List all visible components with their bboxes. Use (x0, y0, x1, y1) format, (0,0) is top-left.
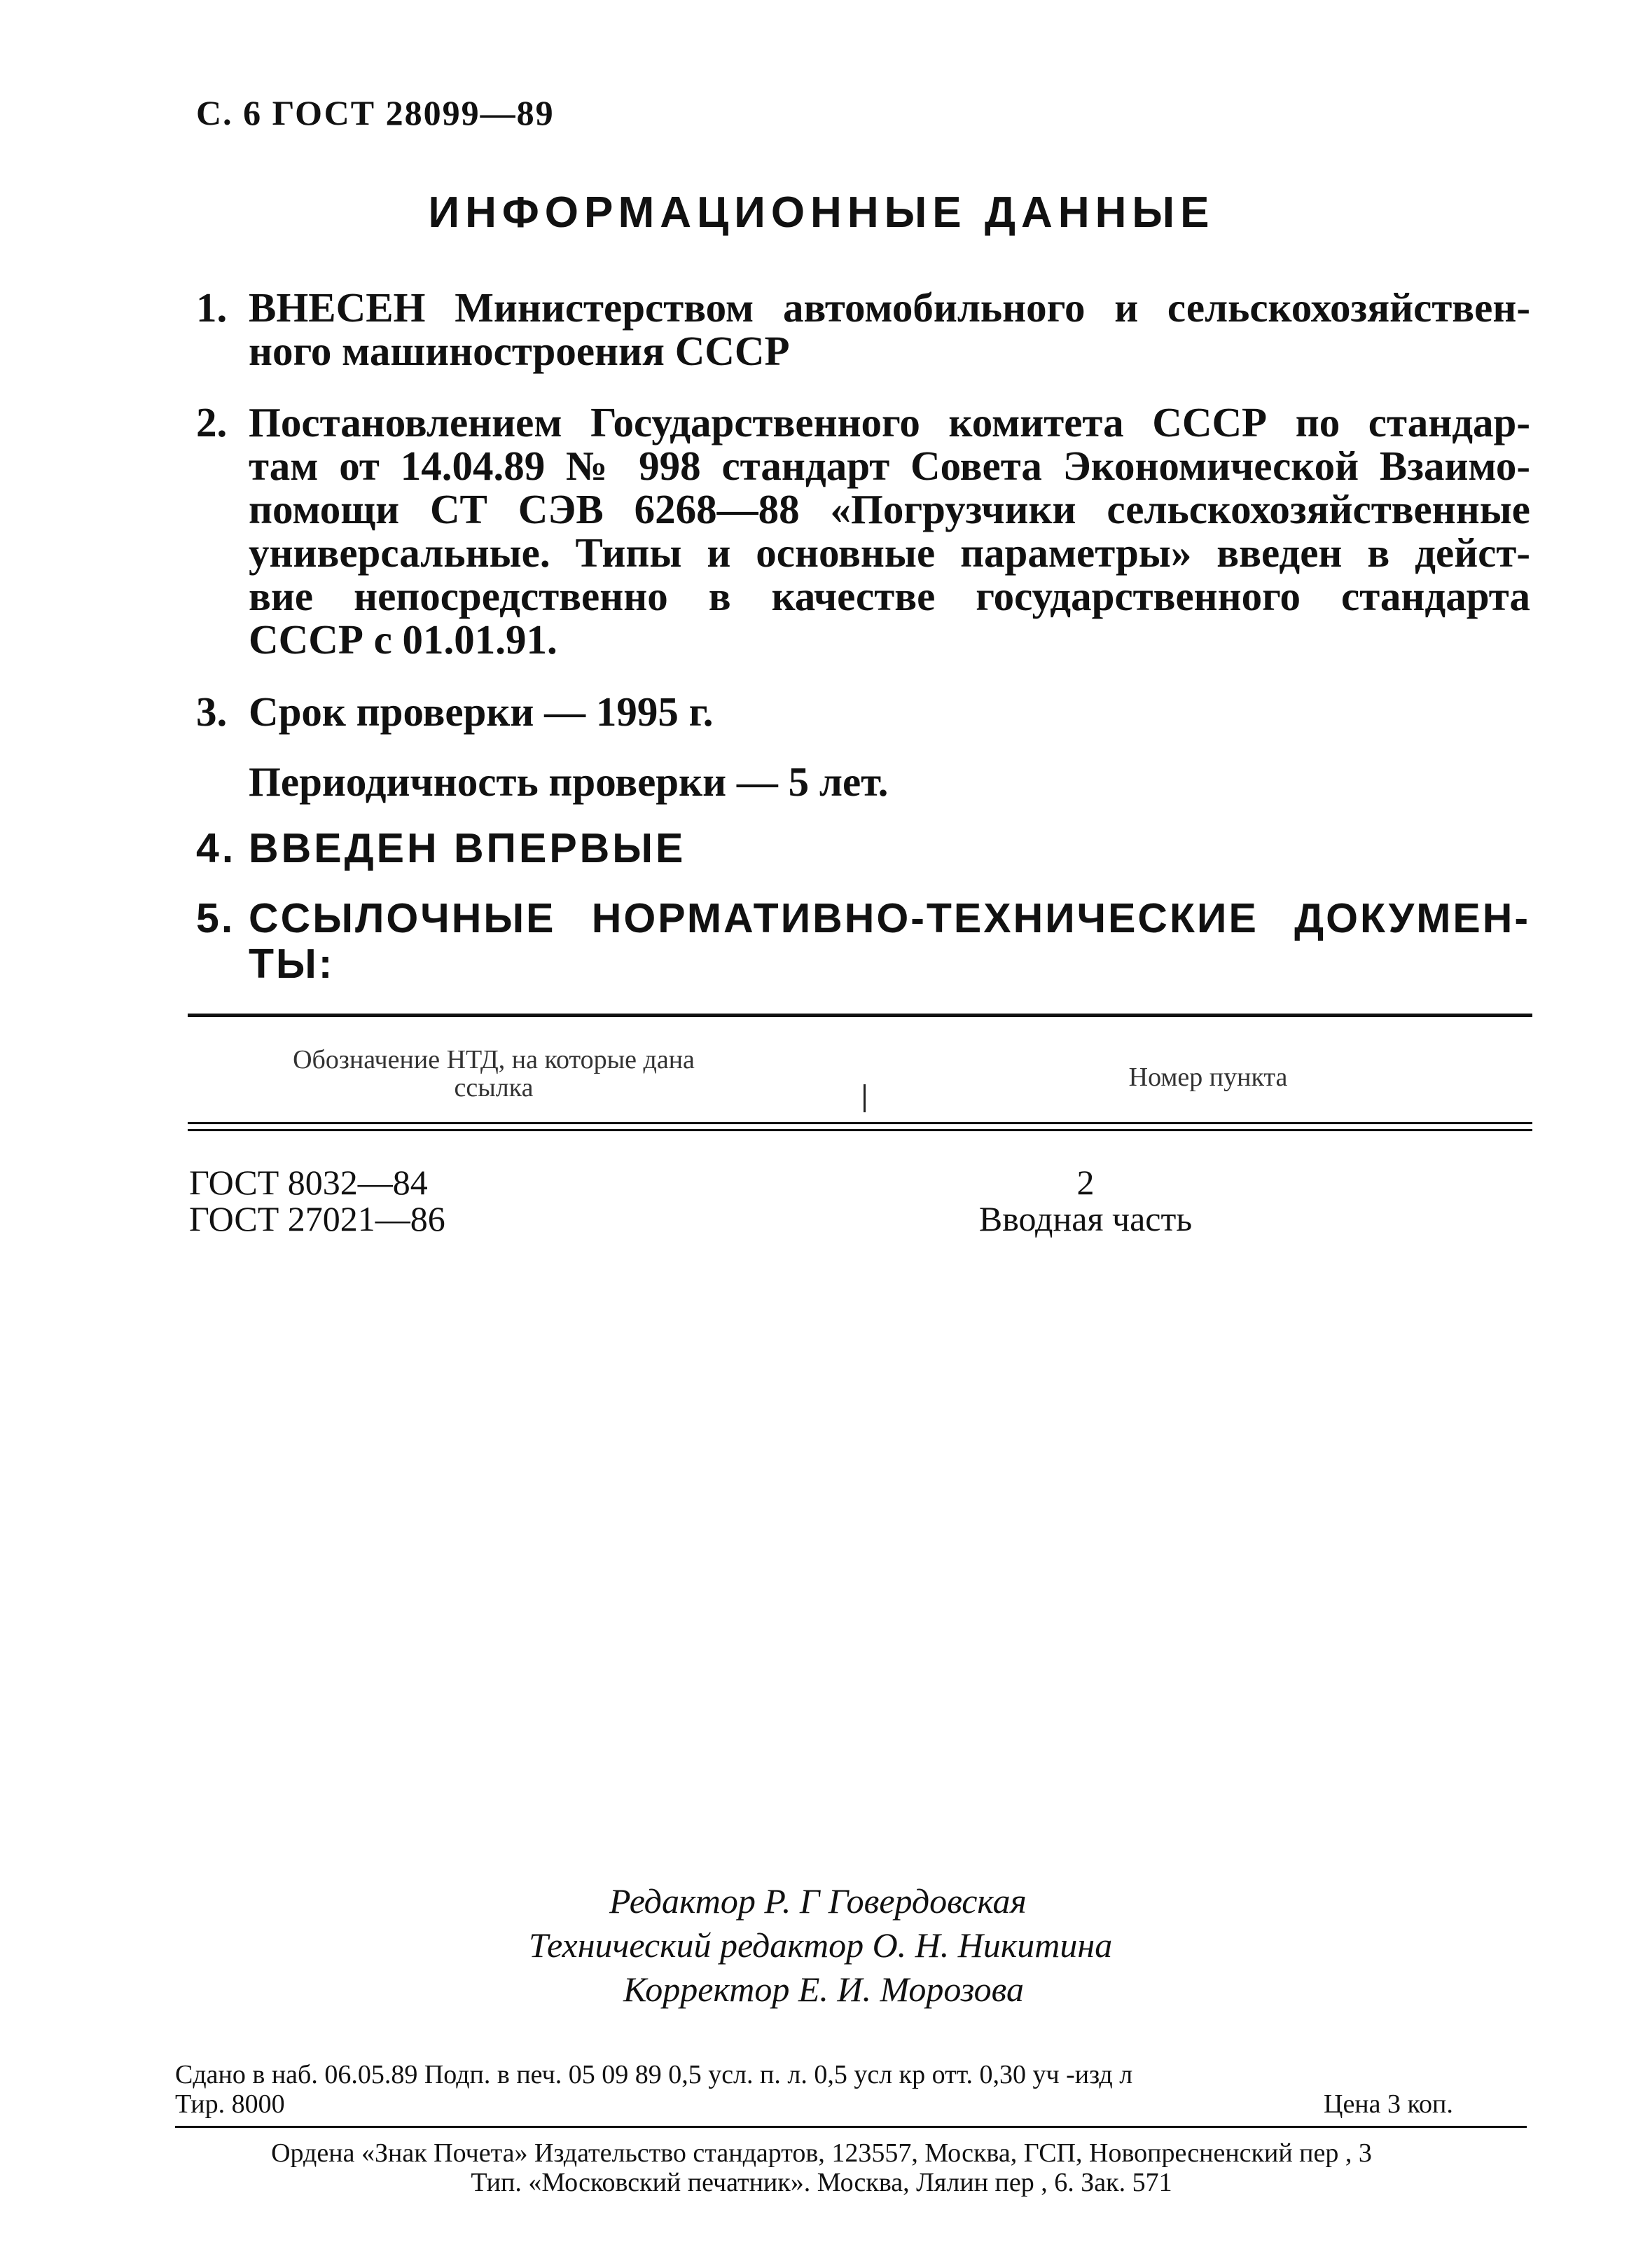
item-line: универсальные. Типы и основные параметры» введен в дейст- (249, 530, 1530, 576)
item-number: 1. (196, 284, 228, 331)
table-header-rule (188, 1122, 1532, 1124)
corrector-credit: Корректор Е. И. Морозова (623, 1970, 1024, 2009)
publisher-line: Ордена «Знак Почета» Издательство стандартов, 123557, Москва, ГСП, Новопресненский пер , 3 (271, 2138, 1372, 2168)
item-number: 3. (196, 689, 228, 735)
table-cell-doc: ГОСТ 8032—84 (189, 1163, 428, 1202)
price: Цена 3 коп. (1324, 2089, 1453, 2119)
item-line: Постановлением Государственного комитета СССР по стандар- (249, 399, 1530, 445)
section-title: ИНФОРМАЦИОННЫЕ ДАННЫЕ (428, 188, 1215, 237)
item-number: 5. (196, 895, 235, 941)
column-divider (864, 1084, 866, 1112)
item-line: Срок проверки — 1995 г. (249, 689, 714, 735)
item-line: вие непосредственно в качестве государственного стандарта (249, 573, 1530, 619)
item-line: ТЫ: (249, 941, 335, 987)
item-line: помощи СТ СЭВ 6268—88 «Погрузчики сельскохозяйственные (249, 486, 1530, 532)
imprint-line: Сдано в наб. 06.05.89 Подп. в печ. 05 09 89 0,5 усл. п. л. 0,5 усл кр отт. 0,30 уч -изд л (175, 2060, 1133, 2089)
printer-line: Тип. «Московский печатник». Москва, Лялин пер , 6. Зак. 571 (471, 2168, 1172, 2197)
table-header-clause: Номер пункта (1128, 1063, 1288, 1092)
table-cell-clause: Вводная часть (978, 1199, 1193, 1238)
item-line: ВВЕДЕН ВПЕРВЫЕ (249, 825, 686, 871)
editor-credit: Редактор Р. Г Говердовская (609, 1881, 1027, 1921)
table-cell-doc: ГОСТ 27021—86 (189, 1199, 445, 1238)
table-header-doc: Обозначение НТД, на которые дана ссылка (293, 1045, 695, 1102)
page-header: С. 6 ГОСТ 28099—89 (196, 93, 555, 132)
tech-editor-credit: Технический редактор О. Н. Никитина (529, 1925, 1113, 1965)
table-top-rule (188, 1014, 1532, 1017)
item-number: 4. (196, 825, 237, 871)
table-cell-clause: 2 (1076, 1163, 1095, 1202)
item-line: ВНЕСЕН Министерством автомобильного и сельскохозяйствен- (249, 284, 1530, 331)
tirage: Тир. 8000 (175, 2089, 285, 2119)
item-line: там от 14.04.89 № 998 стандарт Совета Экономической Взаимо- (249, 443, 1530, 489)
imprint-rule (175, 2126, 1527, 2128)
item-line: СССР с 01.01.91. (249, 616, 557, 663)
item-line: ССЫЛОЧНЫЕ НОРМАТИВНО-ТЕХНИЧЕСКИЕ ДОКУМЕН- (249, 895, 1530, 941)
item-line: ного машиностроения СССР (249, 328, 790, 374)
item-line: Периодичность проверки — 5 лет. (249, 759, 889, 805)
table-header-rule-2 (188, 1129, 1532, 1131)
item-number: 2. (196, 399, 228, 445)
